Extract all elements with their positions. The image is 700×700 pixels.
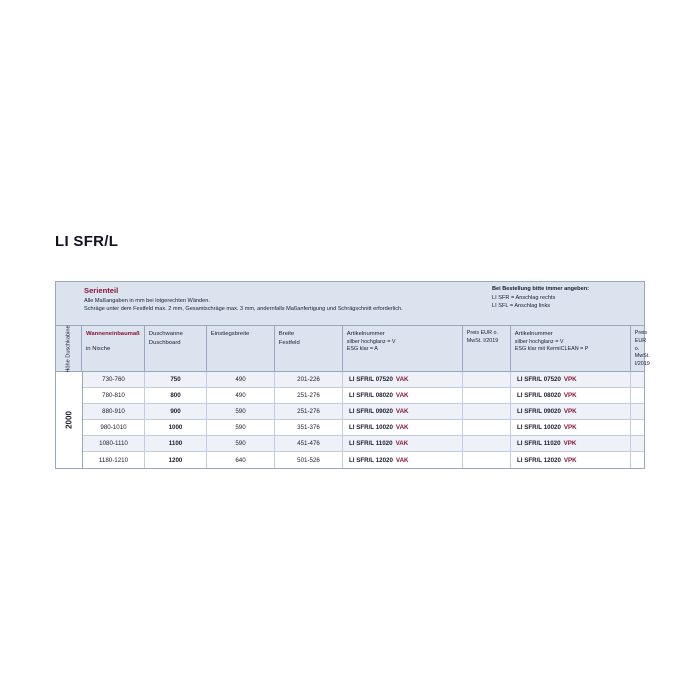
article-1-suffix: VAK bbox=[395, 456, 409, 464]
column-header-recess-red: Wanneneinbaumaß bbox=[86, 331, 140, 337]
cell-tray: 900 bbox=[145, 404, 207, 419]
article-2-suffix: VPK bbox=[563, 424, 577, 431]
height-group-label: 2000 bbox=[64, 411, 74, 429]
cell-price-1[interactable] bbox=[463, 436, 511, 451]
article-1-suffix: VAK bbox=[395, 376, 409, 383]
cell-article-2 bbox=[511, 452, 631, 468]
cell-recess: 980-1010 bbox=[83, 420, 145, 435]
cell-recess: 1080-1110 bbox=[83, 436, 145, 451]
cell-article-1 bbox=[343, 452, 463, 468]
cell-entry: 640 bbox=[207, 452, 275, 468]
cell-tray: 750 bbox=[145, 372, 207, 387]
column-header-article-2 bbox=[511, 326, 631, 371]
article-2-code: LI SFR/L 08020 bbox=[517, 392, 561, 399]
order-note-line-1: LI SFR = Anschlag rechts bbox=[492, 295, 556, 301]
cell-recess: 1180-1210 bbox=[83, 452, 145, 468]
column-header-article-2-opt1: silber hochglanz = V bbox=[514, 338, 564, 345]
column-header-price-2-line1: Preis EUR o. bbox=[634, 330, 648, 352]
column-header-price-1 bbox=[463, 326, 511, 371]
cell-price-1[interactable] bbox=[463, 372, 511, 387]
article-1-suffix: VAK bbox=[395, 392, 409, 399]
table-row[interactable] bbox=[83, 372, 644, 388]
cell-entry: 490 bbox=[207, 372, 275, 387]
article-2-suffix: VPK bbox=[563, 440, 577, 447]
article-2-code: LI SFR/L 10020 bbox=[517, 424, 561, 431]
table-row[interactable] bbox=[83, 452, 644, 468]
cell-price-2[interactable] bbox=[631, 404, 644, 419]
cell-entry: 590 bbox=[207, 404, 275, 419]
cell-article-1 bbox=[343, 372, 463, 387]
cell-tray: 800 bbox=[145, 388, 207, 403]
article-2-code: LI SFR/L 11020 bbox=[517, 440, 561, 447]
cell-tray: 1000 bbox=[145, 420, 207, 435]
cell-fixed: 201-226 bbox=[275, 372, 343, 387]
table-row[interactable] bbox=[83, 436, 644, 452]
cell-price-1[interactable] bbox=[463, 388, 511, 403]
column-header-article-2-opt2: ESG klar mit KermiCLEAN = P bbox=[514, 346, 589, 353]
cell-price-1[interactable] bbox=[463, 452, 511, 468]
notes-right bbox=[486, 282, 644, 325]
cell-entry: 590 bbox=[207, 420, 275, 435]
article-2-code: LI SFR/L 07520 bbox=[517, 376, 561, 383]
notes-left bbox=[56, 282, 486, 325]
cell-fixed: 351-376 bbox=[275, 420, 343, 435]
column-header-entry-label: Einstiegsbreite bbox=[210, 331, 250, 337]
article-1-code: LI SFR/L 11020 bbox=[349, 440, 393, 447]
cell-price-2[interactable] bbox=[631, 372, 644, 387]
column-header-fixed-line2: Festfeld bbox=[278, 339, 300, 346]
cell-price-2[interactable] bbox=[631, 452, 644, 468]
column-header-article-1 bbox=[343, 326, 463, 371]
article-1-code: LI SFR/L 08020 bbox=[349, 392, 393, 399]
column-header-price-1-line1: Preis EUR o. bbox=[466, 330, 498, 336]
cell-recess: 730-760 bbox=[83, 372, 145, 387]
column-header-article-1-opt2: ESG klar = A bbox=[346, 346, 378, 353]
cell-article-1 bbox=[343, 420, 463, 435]
cell-price-2[interactable] bbox=[631, 420, 644, 435]
column-header-height-label: Höhe Duschkabine bbox=[65, 324, 72, 373]
article-1-code: LI SFR/L 07520 bbox=[349, 376, 393, 383]
cell-tray: 1100 bbox=[145, 436, 207, 451]
notes-line-1: Alle Maßangaben in mm bei lotgerechten Wänden. bbox=[84, 298, 210, 304]
product-table-sheet bbox=[55, 281, 650, 469]
cell-article-2 bbox=[511, 372, 631, 387]
cell-article-2 bbox=[511, 404, 631, 419]
column-header-fixed-line1: Breite bbox=[278, 331, 295, 337]
table-row[interactable] bbox=[83, 388, 644, 404]
column-header-entry bbox=[207, 326, 275, 371]
column-header-recess-sub: in Nische bbox=[86, 345, 111, 352]
cell-recess: 780-810 bbox=[83, 388, 145, 403]
cell-article-1 bbox=[343, 404, 463, 419]
article-1-code: LI SFR/L 12020 bbox=[349, 456, 393, 464]
cell-article-2 bbox=[511, 420, 631, 435]
notes-band bbox=[56, 282, 644, 326]
cell-article-1 bbox=[343, 388, 463, 403]
article-1-suffix: VAK bbox=[395, 440, 409, 447]
cell-tray: 1200 bbox=[145, 452, 207, 468]
cell-article-2 bbox=[511, 388, 631, 403]
article-2-suffix: VPK bbox=[563, 392, 577, 399]
notes-heading: Serienteil bbox=[84, 286, 119, 295]
column-header-fixed bbox=[275, 326, 343, 371]
article-2-code: LI SFR/L 12020 bbox=[517, 456, 561, 464]
cell-article-1 bbox=[343, 436, 463, 451]
height-group-cell bbox=[56, 372, 83, 468]
cell-price-2[interactable] bbox=[631, 388, 644, 403]
table-body bbox=[56, 372, 644, 468]
column-header-article-1-opt1: silber hochglanz = V bbox=[346, 338, 396, 345]
order-note-line-2: LI SFL = Anschlag links bbox=[492, 303, 551, 310]
column-header-price-2-line2: MwSt. I/2019 bbox=[634, 353, 650, 368]
table-header-row bbox=[56, 324, 650, 373]
cell-recess: 880-910 bbox=[83, 404, 145, 419]
article-1-code: LI SFR/L 09020 bbox=[349, 408, 393, 415]
column-header-article-1-label: Artikelnummer bbox=[346, 331, 385, 337]
table-row[interactable] bbox=[83, 420, 644, 436]
column-header-height bbox=[56, 326, 82, 371]
column-header-price-2 bbox=[631, 326, 654, 371]
table-row[interactable] bbox=[83, 404, 644, 420]
column-header-tray bbox=[145, 326, 207, 371]
article-1-suffix: VAK bbox=[395, 408, 409, 415]
column-header-article-2-label: Artikelnummer bbox=[514, 331, 553, 337]
article-2-code: LI SFR/L 09020 bbox=[517, 408, 561, 415]
article-1-suffix: VAK bbox=[395, 424, 409, 431]
cell-price-1[interactable] bbox=[463, 420, 511, 435]
cell-fixed: 451-476 bbox=[275, 436, 343, 451]
column-header-tray-line2: Duschboard bbox=[148, 339, 181, 346]
article-2-suffix: VPK bbox=[563, 456, 577, 464]
cell-entry: 590 bbox=[207, 436, 275, 451]
cell-fixed: 251-276 bbox=[275, 404, 343, 419]
cell-entry: 490 bbox=[207, 388, 275, 403]
cell-price-1[interactable] bbox=[463, 404, 511, 419]
column-header-price-1-line2: MwSt. I/2019 bbox=[466, 337, 499, 344]
page-title: LI SFR/L bbox=[55, 233, 119, 250]
cell-fixed: 251-276 bbox=[275, 388, 343, 403]
notes-line-2: Schräge unter dem Festfeld max. 2 mm, Gesamtschräge max. 3 mm, andernfalls Maßanfertigung und Schrägschnitt erforderlich. bbox=[84, 306, 403, 313]
column-header-recess bbox=[82, 326, 145, 371]
table-rows bbox=[83, 372, 644, 468]
column-header-tray-line1: Duschwanne bbox=[148, 331, 183, 337]
cell-fixed: 501-526 bbox=[275, 452, 343, 468]
cell-article-2 bbox=[511, 436, 631, 451]
article-2-suffix: VPK bbox=[563, 408, 577, 415]
article-1-code: LI SFR/L 10020 bbox=[349, 424, 393, 431]
cell-price-2[interactable] bbox=[631, 436, 644, 451]
order-note-heading: Bei Bestellung bitte immer angeben: bbox=[492, 286, 589, 292]
article-2-suffix: VPK bbox=[563, 376, 577, 383]
